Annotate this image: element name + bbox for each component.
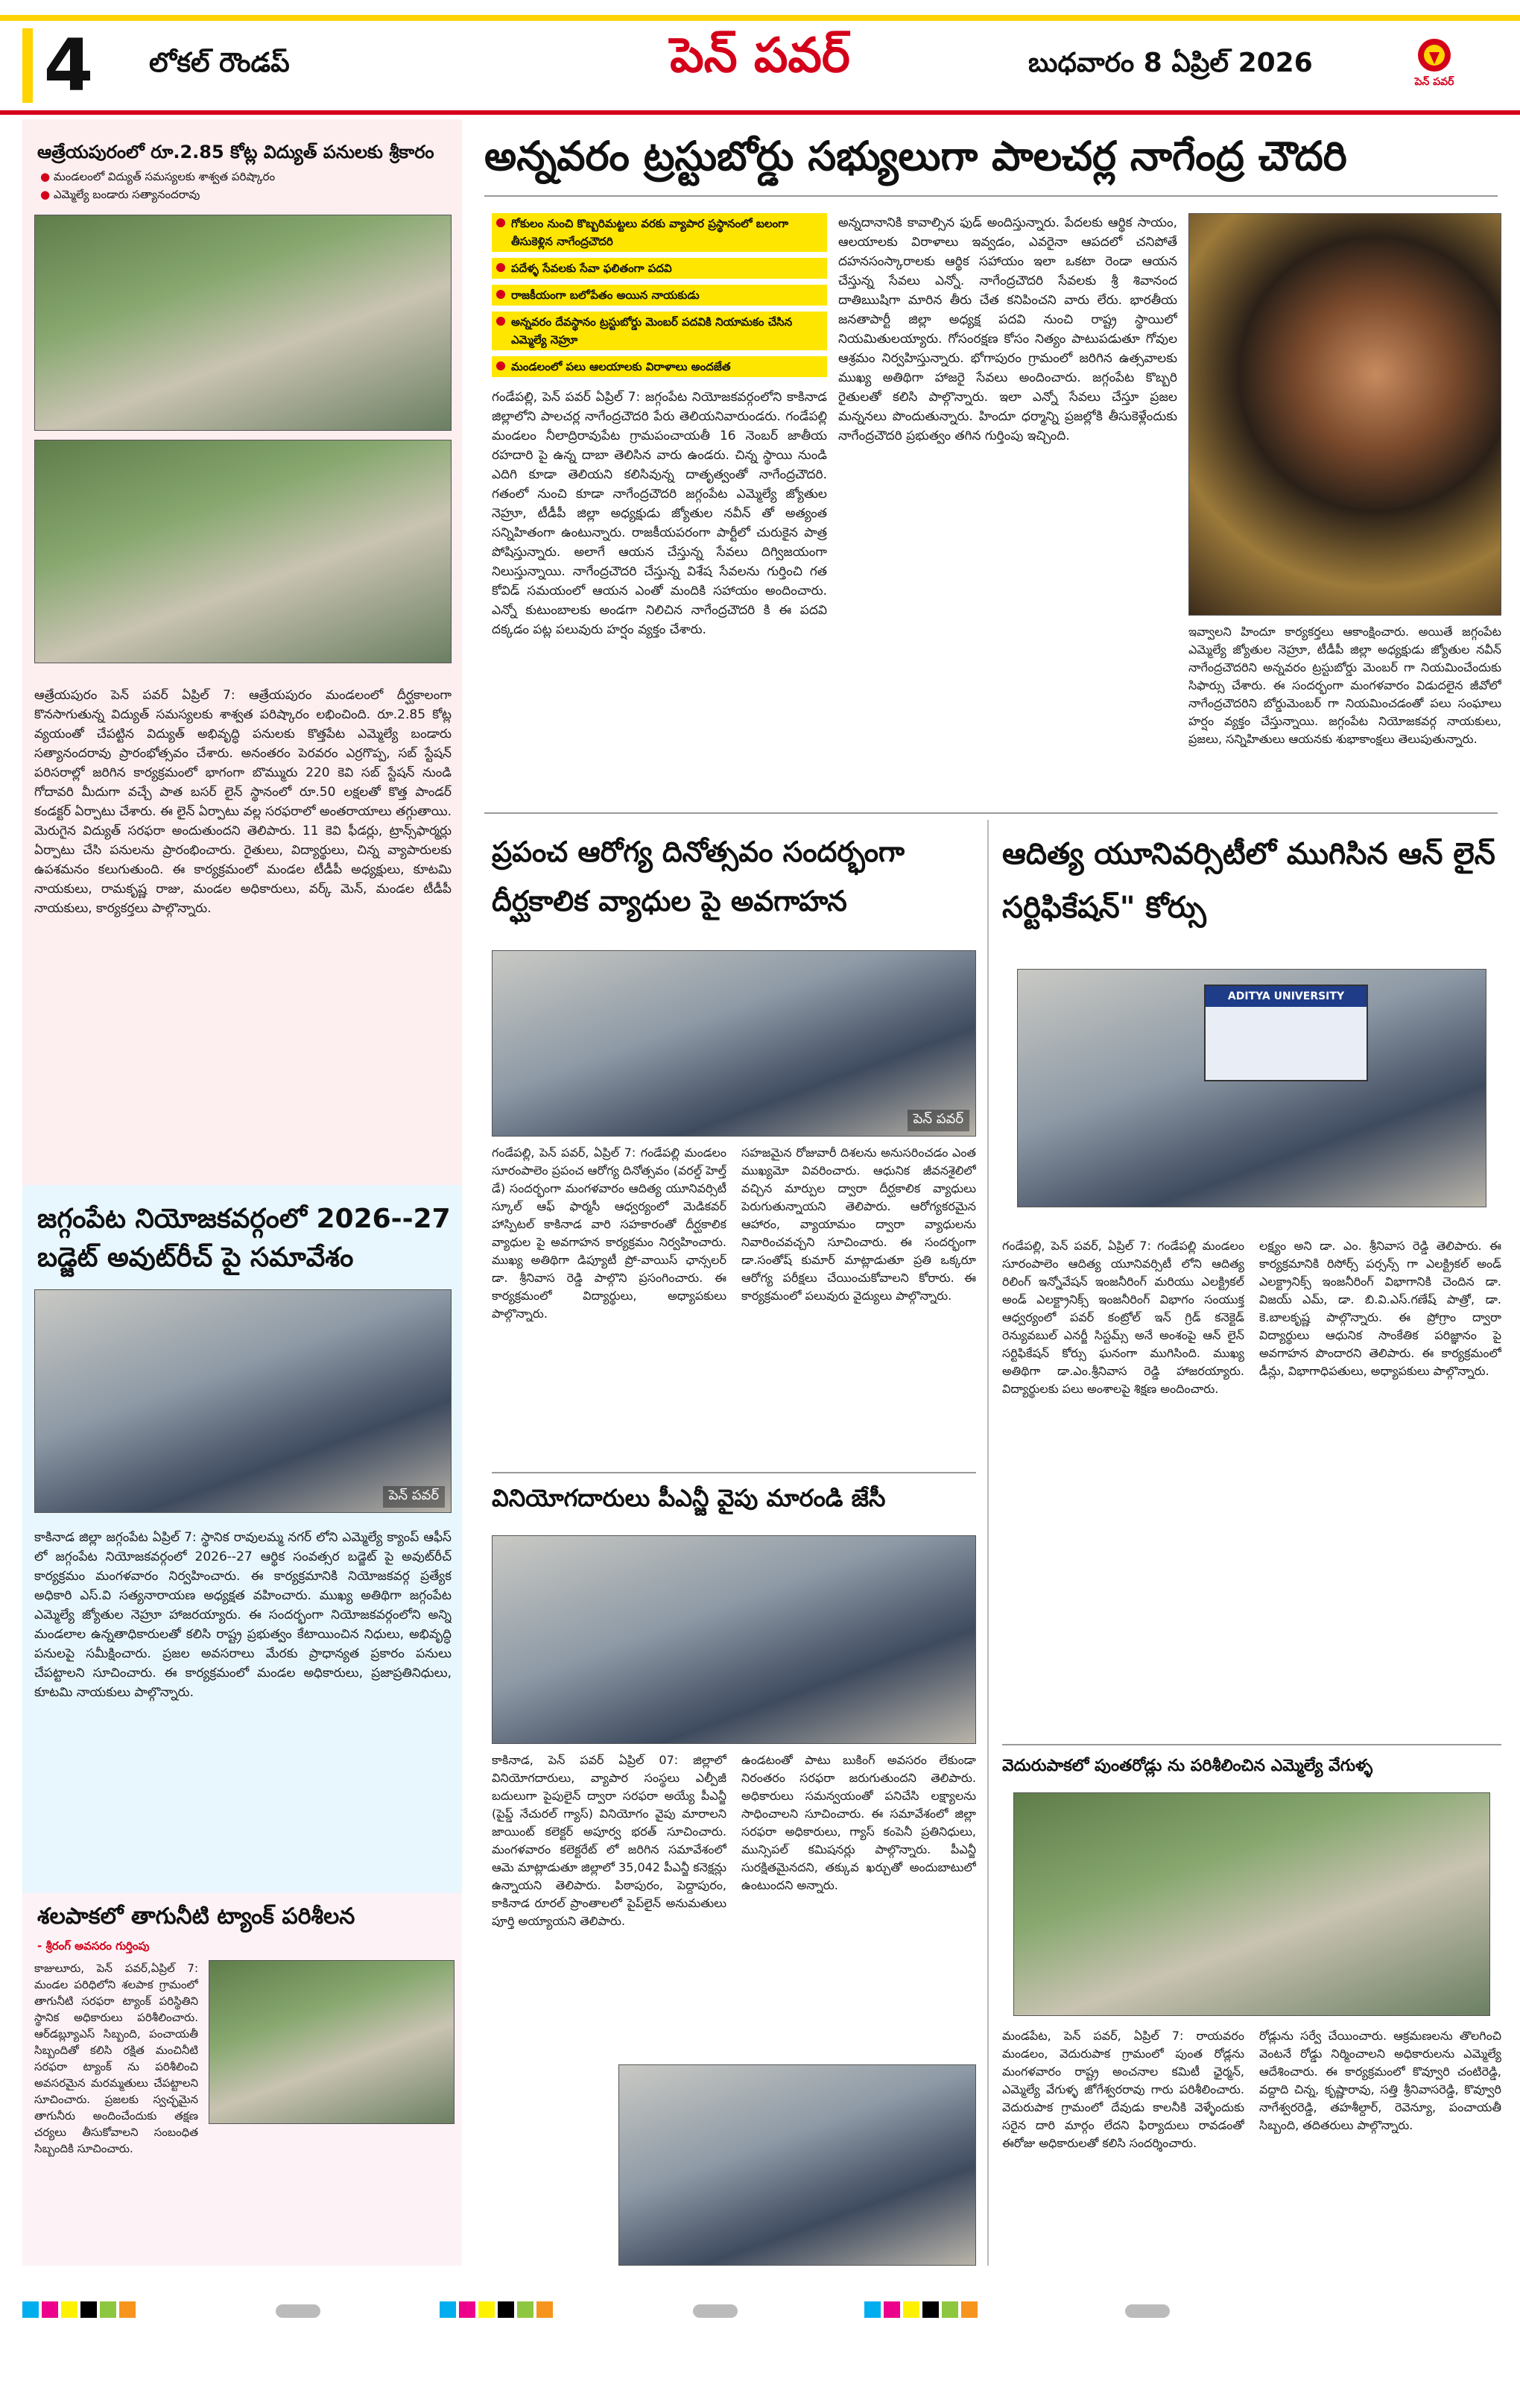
article-bullet-1: ● మండలంలో విద్యుత్ సమస్యలకు శాశ్వత పరిష్కారం [40, 170, 276, 183]
swatch-green [100, 2301, 116, 2318]
highlight-1: గోకులం నుంచి కొబ్బరిమట్టలు వరకు వ్యాపార ప్రస్థానంలో బలంగా తీసుకెళ్లిన నాగేంద్రచౌదరి [492, 213, 827, 252]
paper-logo [1401, 31, 1468, 98]
swatch-orange [961, 2301, 978, 2318]
aditya-body-col2: లక్ష్యం అని డా. ఎం. శ్రీనివాస రెడ్డి తెలిపారు. ఈ కార్యక్రమానికి రిసోర్స్ పర్సన్స్ గా ఎలక్ట్రికల్ అండ్ ఎలక్ట్రానిక్స్ ఇంజనీరింగ్ విభాగానికి చెందిన డా. విజయ్ ఎమ్, డా. బి.వి.ఎస్.గణేష్ పాత్రో, డా. కె.బాలకృష్ణ పాల్గొన్నారు. ఈ ప్రోగ్రాం ద్వారా విద్యార్థులు ఆధునిక సాంకేతిక పరిజ్ఞానం పై అవగాహన పొందారని తెలిపారు. ఈ కార్యక్రమంలో డీన్లు, విభాగాధిపతులు, అధ్యాపకులు పాల్గొన్నారు. [1259, 1239, 1501, 1378]
swatch-orange [536, 2301, 553, 2318]
highlight-3: రాజకీయంగా బలోపేతం అయిన నాయకుడు [492, 285, 827, 306]
health-body-col2: సహజమైన రోజువారీ దిశలను అనుసరించడం ఎంత ముఖ్యమో వివరించారు. ఆధునిక జీవనశైలిలో వచ్చిన మార్పుల ద్వారా దీర్ఘకాలిక వ్యాధులు పెరుగుతున్నాయని తెలిపారు. ఆరోగ్యకరమైన ఆహారం, వ్యాయామం ద్వారా వ్యాధులను నివారించవచ్చని సూచించారు. ఈ సందర్భంగా డా.సంతోష్ కుమార్ మాట్లాడుతూ ప్రతి ఒక్కరూ ఆరోగ్య పరీక్షలు చేయించుకోవాలని కోరారు. ఈ కార్యక్రమంలో పలువురు వైద్యులు పాల్గొన్నారు. [741, 1145, 976, 1303]
photo-png-conference [618, 2064, 976, 2266]
issue-date: బుధవారం 8 ఏప్రిల్ 2026 [1028, 48, 1313, 78]
highlight-2: పదేళ్ళ సేవలకు సేవా ఫలితంగా పదవి [492, 258, 827, 279]
article-bullet-2: ● ఎమ్మెల్యే బండారు సత్యానందరావు [40, 188, 200, 201]
swatch-black [922, 2301, 939, 2318]
swatch-cyan [440, 2301, 456, 2318]
health-headline: ప్రపంచ ఆరోగ్య దినోత్సవం సందర్భంగా దీర్ఘకాలిక వ్యాధుల పై అవగాహన [492, 835, 905, 917]
photo-caption: పెన్ పవర్ [383, 1486, 445, 1508]
photo-caption: పెన్ పవర్ [908, 1110, 969, 1131]
left-article-salapaka [22, 1893, 462, 2266]
png-body-col1: కాకినాడ, పెన్ పవర్ ఏప్రిల్ 07: జిల్లాలో వినియోగదారులు, వ్యాపార సంస్థలు ఎల్పీజీ బదులుగా పైపులైన్ ద్వారా సరఫరా అయ్యే పీఎన్జీ (పైప్డ్ నేచురల్ గ్యాస్) వినియోగం వైపు మారాలని జాయింట్ కలెక్టర్ అపూర్వ భరత్ సూచించారు. మంగళవారం కలెక్టరేట్ లో జరిగిన సమావేశంలో ఆమె మాట్లాడుతూ జిల్లాలో 35,042 పీఎన్జీ కనెక్షన్లు ఉన్నాయని తెలిపారు. పిఠాపురం, పెద్దాపురం, కాకినాడ రూరల్ ప్రాంతాలలో పైప్‌లైన్ అనుమతులు పూర్తి అయ్యాయని తెలిపారు. [492, 1753, 726, 1928]
registration-pill-2 [693, 2303, 738, 2318]
section-divider [492, 1472, 976, 1473]
logo-text: పెన్ పవర్ [1414, 76, 1454, 88]
section-label: లోకల్ రౌండప్ [149, 48, 290, 78]
swatch-black [80, 2301, 97, 2318]
swatch-green [517, 2301, 533, 2318]
masthead-rule-red [0, 110, 1520, 115]
aditya-headline: ఆదిత్య యూనివర్సిటీలో ముగిసిన ఆన్ లైన్ సర్టిఫికేషన్" కోర్సు [1002, 837, 1495, 925]
column-rule [987, 820, 989, 2266]
vegulla-body-col2: రోడ్లును సర్వే చేయించారు. ఆక్రమణలను తొలగించి వెంటనే రోడ్డు నిర్మించాలని అధికారులను ఎమ్మెల్యే ఆదేశించారు. ఈ కార్యక్రమంలో కొవ్వూరి చంటిరెడ్డి, వద్దాది చిన్న, కృష్ణారావు, సత్తి శ్రీనివాసరెడ్డి, కొవ్వూరి నాగేశ్వరరెడ్డి, తహశీల్దార్, రెవెన్యూ, పంచాయతీ సిబ్బంది, తదితరులు పాల్గొన్నారు. [1259, 2029, 1501, 2132]
swatch-orange [119, 2301, 136, 2318]
photo-substation-2 [34, 440, 452, 663]
swatch-magenta [884, 2301, 900, 2318]
left-article-budget [22, 1185, 462, 1893]
highlight-4: అన్నవరం దేవస్థానం ట్రస్టుబోర్డు మెంబర్ పదవికి నియామకం చేసిన ఎమ్మెల్యే నెహ్రూ [492, 312, 827, 350]
photo-water-tank [209, 1960, 455, 2124]
footer-registration-strip [22, 2295, 1498, 2325]
photo-health-event [492, 950, 976, 1137]
paper-name: పెన్ పవర్ [670, 28, 850, 83]
bullet-text: ఎమ్మెల్యే బండారు సత్యానందరావు [53, 188, 200, 201]
swatch-cyan [22, 2301, 39, 2318]
highlight-5: మండలంలో పలు ఆలయాలకు విరాళాలు అందజేత [492, 356, 827, 377]
photo-aditya-course [1017, 969, 1486, 1207]
article-headline: ఆత్రేయపురంలో రూ.2.85 కోట్ల విద్యుత్ పనులకు శ్రీకారం [37, 142, 434, 162]
highlights-box [492, 213, 827, 385]
article-headline: శలపాకలో తాగునీటి ట్యాంక్ పరిశీలన [37, 1903, 355, 1930]
png-headline: వినియోగదారులు పీఎన్జీ వైపు మారండి జేసీ [492, 1484, 886, 1512]
section-divider [1002, 1744, 1501, 1745]
screen-title: ADITYA UNIVERSITY [1206, 986, 1367, 1007]
photo-nagendra-chowdary [1188, 213, 1501, 616]
main-headline-rule [484, 195, 1498, 197]
left-article-atreyapuram [22, 119, 462, 1185]
vegulla-body-col1: మండపేట, పెన్ పవర్, ఏప్రిల్ 7: రాయవరం మండలం, వెదురుపాక గ్రామంలో పుంత రోడ్లను మంగళవారం రాష్ట్ర అంచనాల కమిటీ ఛైర్మన్, ఎమ్మెల్యే వేగుళ్ళ జోగేశ్వరరావు గారు పరిశీలించారు. వెదురుపాక గ్రామంలో దేవుడు కాలనీకి వెళ్ళేందుకు సరైన దారి మార్గం లేదని ఫిర్యాదులు రావడంతో ఈరోజు అధికారులతో కలిసి సందర్శించారు. [1002, 2029, 1244, 2150]
png-body-col2: ఉండటంతో పాటు బుకింగ్ అవసరం లేకుండా నిరంతరం సరఫరా జరుగుతుందని తెలిపారు. అధికారులు సమన్వయంతో పనిచేసి లక్ష్యాలను సాధించాలని సూచించారు. ఈ సమావేశంలో జిల్లా సరఫరా అధికారులు, గ్యాస్ కంపెనీ ప్రతినిధులు, మున్సిపల్ కమిషనర్లు పాల్గొన్నారు. పీఎన్జీ సురక్షితమైనదని, తక్కువ ఖర్చుతో అందుబాటులో ఉంటుందని అన్నారు. [741, 1753, 976, 1892]
page-number: 4 [22, 28, 104, 103]
photo-png-meeting [492, 1535, 976, 1744]
article-body: కాకినాడ జిల్లా జగ్గంపేట ఏప్రిల్ 7: స్థానిక రావులమ్మ నగర్ లోని ఎమ్మెల్యే క్యాంప్ ఆఫీస్ లో జగ్గంపేట నియోజకవర్గంలో 2026--27 ఆర్థిక సంవత్సర బడ్జెట్ పై అవుట్‌రీచ్ కార్యక్రమం మంగళవారం నిర్వహించారు. ఈ కార్యక్రమానికి నియోజకవర్గ ప్రత్యేక అధికారి ఎస్.వి సత్యనారాయణ అధ్యక్షత వహించారు. ముఖ్య అతిథిగా జగ్గంపేట ఎమ్మెల్యే జ్యోతుల నెహ్రూ హాజరయ్యారు. ఈ సందర్భంగా నియోజకవర్గంలోని అన్ని మండలాల ఉన్నతాధికారులతో కలిసి రాష్ట్ర ప్రభుత్వం కేటాయించిన నిధులు, అభివృద్ధి పనులపై సమీక్షించారు. ప్రజల అవసరాలు మేరకు ప్రాధాన్యత ప్రకారం పనులు చేపట్టాలని సూచించారు. ఈ కార్యక్రమంలో మండల అధికారులు, ప్రజాప్రతినిధులు, కూటమి నాయకులు పాల్గొన్నారు. [34, 1530, 452, 1700]
masthead [0, 21, 1520, 110]
swatch-black [498, 2301, 514, 2318]
main-body-col3: ఇవ్వాలని హిందూ కార్యకర్తలు ఆకాంక్షించారు. అయితే జగ్గంపేట ఎమ్మెల్యే జ్యోతుల నెహ్రూ, టీడీపీ జిల్లా అధ్యక్షుడు జ్యోతుల నవీన్ నాగేంద్రచౌదరిని అన్నవరం ట్రస్టుబోర్డు మెంబర్ గా నియమించేందుకు సిఫార్సు చేశారు. ఈ సందర్భంగా మంగళవారం విడుదలైన జీవోలో నాగేంద్రచౌదరిని బోర్డుమెంబర్ గా నియమించడంతో పలు సంఘాలు హర్షం వ్యక్తం చేస్తున్నాయి. జగ్గంపేట నియోజకవర్గ నాయకులు, ప్రజలు, సన్నిహితులు ఆయనకు శుభాకాంక్షలు తెలుపుతున్నారు. [1188, 625, 1501, 746]
top-rule-yellow [0, 15, 1520, 21]
swatch-magenta [459, 2301, 475, 2318]
article-byline: - శ్రీరంగ్ అవసరం గుర్తింపు [37, 1939, 150, 1953]
color-bar-group-1 [22, 2301, 139, 2318]
swatch-yellow [61, 2301, 77, 2318]
swatch-green [942, 2301, 958, 2318]
photo-vegulla-visit [1013, 1792, 1490, 2016]
swatch-cyan [864, 2301, 881, 2318]
health-body-col1: గండేపల్లి, పెన్ పవర్, ఏప్రిల్ 7: గండేపల్లి మండలం సూరంపాలెం ప్రపంచ ఆరోగ్య దినోత్సవం (వరల్డ్ హెల్త్ డే) సందర్భంగా మంగళవారం ఆదిత్య యూనివర్సిటీ స్కూల్ ఆఫ్ ఫార్మసీ ఆధ్వర్యంలో మెడికవర్ హాస్పిటల్ కాకినాడ వారి సహకారంతో దీర్ఘకాలిక వ్యాధుల పై అవగాహన కార్యక్రమం నిర్వహించారు. ముఖ్య అతిథిగా డిప్యూటీ ప్రో-వాయిస్ ఛాన్సలర్ డా. శ్రీనివాస రెడ్డి పాల్గొని ప్రసంగించారు. ఈ కార్యక్రమంలో విద్యార్థులు, అధ్యాపకులు పాల్గొన్నారు. [492, 1145, 726, 1321]
main-headline: అన్నవరం ట్రస్టుబోర్డు సభ్యులుగా పాలచర్ల నాగేంద్ర చౌదరి [484, 133, 1347, 180]
swatch-magenta [42, 2301, 58, 2318]
swatch-yellow [478, 2301, 495, 2318]
projector-screen [1204, 985, 1368, 1081]
color-bar-group-3 [864, 2301, 981, 2318]
article-headline: జగ్గంపేట నియోజకవర్గంలో 2026--27 బడ్జెట్ అవుట్‌రీచ్ పై సమావేశం [37, 1204, 451, 1273]
photo-budget-meeting [34, 1289, 452, 1513]
article-body: ఆత్రేయపురం పెన్ పవర్ ఏప్రిల్ 7: ఆత్రేయపురం మండలంలో దీర్ఘకాలంగా కొనసాగుతున్న విద్యుత్ సమస్యలకు శాశ్వత పరిష్కారం లభించింది. రూ.2.85 కోట్ల వ్యయంతో చేపట్టిన విద్యుత్ అభివృద్ధి పనులకు కొత్తపేట ఎమ్మెల్యే బండారు సత్యానందరావు ప్రారంభోత్సవం చేశారు. అనంతరం పెరవరం ఎర్రగొప్ప, సబ్ స్టేషన్ పరిసరాల్లో జరిగిన కార్యక్రమంలో భాగంగా బొమ్మురు 220 కెవి సబ్ స్టేషన్ నుండి గోదావరి మీదుగా వచ్చే పాత బసర్ లైన్ స్థానంలో రూ.50 లక్షలతో కొత్త పాండర్ కండక్టర్ ఏర్పాటు చేశారు. ఈ లైన్ ఏర్పాటు వల్ల సరఫరాలో అంతరాయాలు తగ్గుతాయి. మెరుగైన విద్యుత్ సరఫరా అందుతుందని తెలిపారు. 11 కెవి ఫీడర్లు, ట్రాన్స్‌ఫార్మర్లు ఏర్పాటు చేసి పనులను ప్రారంభించారు. రైతులు, విద్యార్థులు, చిన్న వ్యాపారులకు ఉపశమనం కలుగుతుంది. ఈ కార్యక్రమంలో మండల టీడీపీ అధ్యక్షులు, కూటమి నాయకులు, రామకృష్ణ రాజు, మండల అధికారులు, వర్క్ మెన్, మండల టీడీపీ నాయకులు, కార్యకర్తలు పాల్గొన్నారు. [34, 688, 452, 916]
swatch-yellow [903, 2301, 919, 2318]
bullet-text: మండలంలో విద్యుత్ సమస్యలకు శాశ్వత పరిష్కారం [53, 170, 276, 183]
section-divider [484, 812, 1498, 814]
main-body-col1: గండేపల్లి, పెన్ పవర్ ఏప్రిల్ 7: జగ్గంపేట నియోజకవర్గంలోని కాకినాడ జిల్లాలోని పాలచర్ల నాగేంద్రచౌదరి పేరు తెలియనివారుండరు. గండేపల్లి మండలం నీలాద్రిరావుపేట గ్రామపంచాయతీ 16 నెంబర్ జాతీయ రహదారి పై ఉన్న దాబా తెలిసిన వారు ఉండరు. చిన్న స్థాయి నుండి ఎదిగి కూడా తెలియని కలిసివున్న దాతృత్వంతో నాగేంద్రచౌదరి. గతంలో నుంచి కూడా నాగేంద్రచౌదరి జగ్గంపేట ఎమ్మెల్యే జ్యోతుల నెహ్రూ, టీడీపీ జిల్లా అధ్యక్షుడు జ్యోతుల నవీన్ తో అత్యంత సన్నిహితంగా ఉంటున్నారు. రాజకీయపరంగా పార్టీలో చురుకైన పాత్ర పోషిస్తున్నారు. అలాగే ఆయన చేస్తున్న సేవలు దిగ్విజయంగా నిలుస్తున్నాయి. నాగేంద్రచౌదరి చేస్తున్న విశేష సేవలను గుర్తించి గత కోవిడ్ సమయంలో ఆయన ఎంతో మందికి సహాయం అందించారు. ఎన్నో కుటుంబాలకు అండగా నిలిచిన నాగేంద్రచౌదరి కి ఈ పదవి దక్కడం పట్ల పలువురు హర్షం వ్యక్తం చేశారు. [492, 390, 827, 637]
vegulla-headline: వెదురుపాకలో పుంతరోడ్లు ను పరిశీలించిన ఎమ్మెల్యే వేగుళ్ళ [1002, 1757, 1373, 1775]
registration-pill-3 [1125, 2303, 1170, 2318]
aditya-body-col1: గండేపల్లి, పెన్ పవర్, ఏప్రిల్ 7: గండేపల్లి మండలం సూరంపాలెం ఆదిత్య యూనివర్సిటీ లోని ఆదిత్య రిలింగ్ ఇన్నోవేషన్ ఇంజనీరింగ్ మరియు ఎలక్ట్రికల్ అండ్ ఎలక్ట్రానిక్స్ ఇంజనీరింగ్ విభాగం సంయుక్త ఆధ్వర్యంలో పవర్ కంట్రోల్ ఇన్ గ్రిడ్ కనెక్టెడ్ రెన్యువబుల్ ఎనర్జీ సిస్టమ్స్ అనే అంశంపై ఆన్ లైన్ సర్టిఫికేషన్ కోర్సు ఘనంగా ముగిసింది. ముఖ్య అతిథిగా డా.ఎం.శ్రీనివాస రెడ్డి హాజరయ్యారు. విద్యార్థులకు పలు అంశాలపై శిక్షణ అందించారు. [1002, 1239, 1244, 1396]
color-bar-group-2 [440, 2301, 556, 2318]
registration-pill-1 [276, 2303, 320, 2318]
article-body: కాజులూరు, పెన్ పవర్,ఏప్రిల్ 7: మండల పరిధిలోని శలపాక గ్రామంలో తాగునీటి సరఫరా ట్యాంక్ పరిస్థితిని స్థానిక అధికారులు పరిశీలించారు. ఆర్‌డబ్ల్యూఎస్ సిబ్బంది, పంచాయతీ సిబ్బందితో కలిసి రక్షిత మంచినీటి సరఫరా ట్యాంక్ ను పరిశీలించి అవసరమైన మరమ్మతులు చేపట్టాలని సూచించారు. ప్రజలకు స్వచ్ఛమైన తాగునీరు అందించేందుకు తక్షణ చర్యలు తీసుకోవాలని సంబంధిత సిబ్బందికి సూచించారు. [34, 1962, 198, 2155]
photo-substation-1 [34, 215, 452, 431]
main-body-col2: అన్నదానానికి కావాల్సిన ఫుడ్ అందిస్తున్నారు. పేదలకు ఆర్థిక సాయం, ఆలయాలకు విరాళాలు ఇవ్వడం, ఎవరైనా ఆపదలో చనిపోతే దహనసంస్కారాలకు ఆర్థిక సహాయం ఇలా ఒకటా రెండా ఆయన చేస్తున్న సేవలు ఎన్నో. నాగేంద్రచౌదరి సేవలకు శ్రీ శివానంద దాతిఋషిగా మారిన తీరు చేత కనిపించని వారు లేరు. భారతీయ జనతాపార్టీ జిల్లా అధ్యక్ష పదవి నుంచి రాష్ట్ర స్థాయిలో నియమితులయ్యారు. గోసంరక్షణ కోసం నిత్యం పాటుపడుతూ గోవుల ఆశ్రమం నిర్వహిస్తున్నారు. భోగాపురం గ్రామంలో జరిగిన ఉత్సవాలకు ముఖ్య అతిథిగా హాజరై సేవలు అందించారు. జగ్గంపేట కొబ్బరి రైతులతో కలిసి పాల్గొన్నారు. ఇలా ఎన్నో సేవలు చేస్తూ ప్రజల మన్ననలు పొందుతున్నారు. హిందూ ధర్మాన్ని ప్రజల్లోకి తీసుకెళ్లేందుకు నాగేంద్రచౌదరి ప్రభుత్వం తగిన గుర్తింపు ఇచ్చింది. [838, 215, 1177, 443]
